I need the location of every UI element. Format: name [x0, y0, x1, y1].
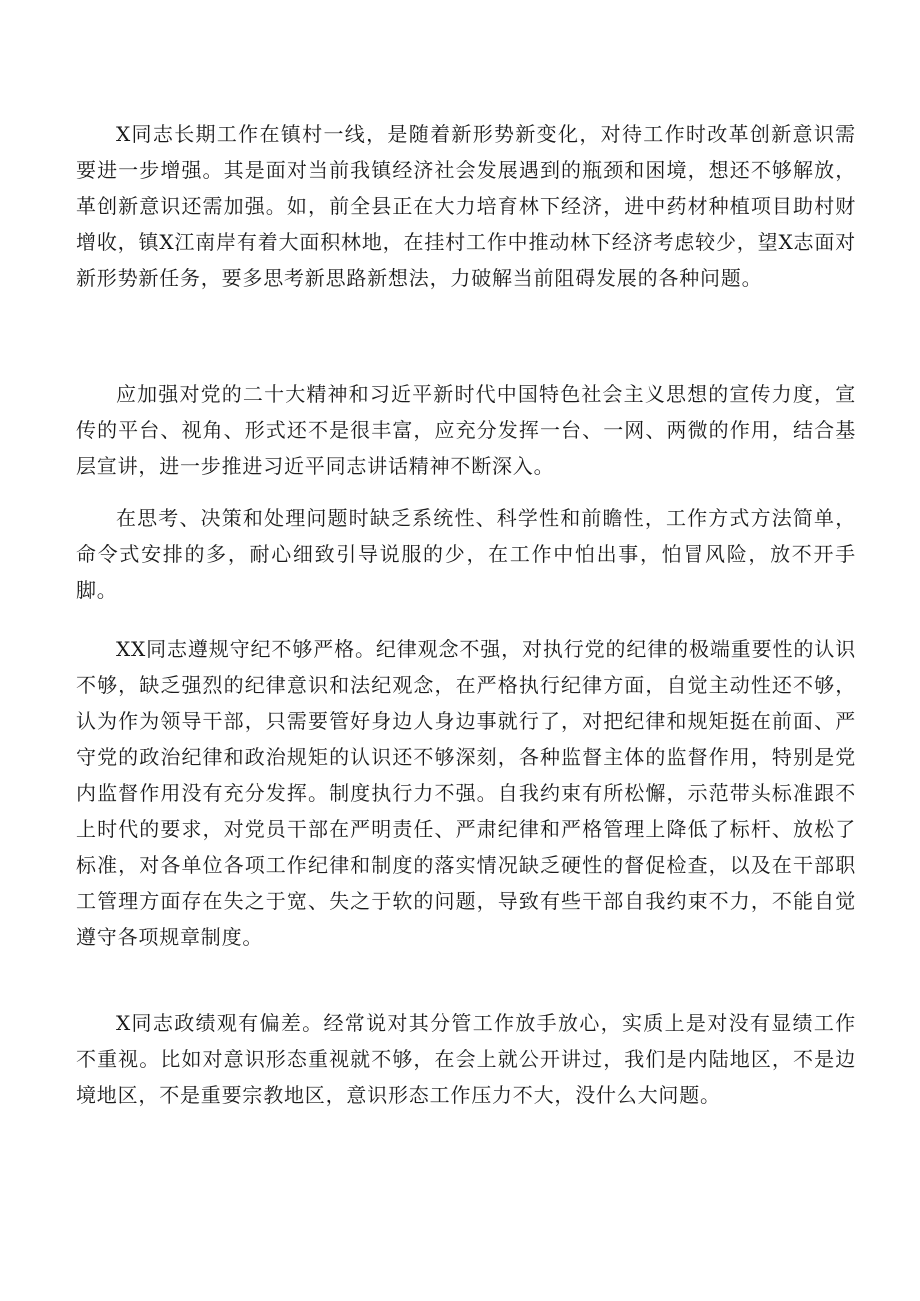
- paragraph-5: X同志政绩观有偏差。经常说对其分管工作放手放心，实质上是对没有显绩工作不重视。比如对意识形态重视就不够，在会上就公开讲过，我们是内陆地区，不是边境地区，不是重要宗教地区，意识形态工作压力不大，没什么大问题。: [76, 1011, 856, 1107]
- paragraph-1: X同志长期工作在镇村一线，是随着新形势新变化，对待工作时改革创新意识需要进一步增强。其是面对当前我镇经济社会发展遇到的瓶颈和困境，想还不够解放，革创新意识还需加强。如，前全县正在大力培育林下经济，进中药材种植项目助村财增收，镇X江南岸有着大面积林地，在挂村工作中推动林下经济考虑较少，望X志面对新形势新任务，要多思考新思路新想法，力破解当前阻碍发展的各种问题。: [76, 122, 856, 290]
- paragraph-3: 在思考、决策和处理问题时缺乏系统性、科学性和前瞻性，工作方式方法简单，命令式安排的多，耐心细致引导说服的少，在工作中怕出事，怕冒风险，放不开手脚。: [76, 506, 856, 602]
- paragraph-4: XX同志遵规守纪不够严格。纪律观念不强，对执行党的纪律的极端重要性的认识不够，缺乏强烈的纪律意识和法纪观念，在严格执行纪律方面，自觉主动性还不够，认为作为领导干部，只需要管好身边人身边事就行了，对把纪律和规矩挺在前面、严守党的政治纪律和政治规矩的认识还不够深刻，各种监督主体的监督作用，特别是党内监督作用没有充分发挥。制度执行力不强。自我约束有所松懈，示范带头标准跟不上时代的要求，对党员干部在严明责任、严肃纪律和严格管理上降低了标杆、放松了标准，对各单位各项工作纪律和制度的落实情况缺乏硬性的督促检查，以及在干部职工管理方面存在失之于宽、失之于软的问题，导致有些干部自我约束不力，不能自觉遵守各项规章制度。: [76, 637, 856, 949]
- paragraph-2: 应加强对党的二十大精神和习近平新时代中国特色社会主义思想的宣传力度，宣传的平台、视角、形式还不是很丰富，应充分发挥一台、一网、两微的作用，结合基层宣讲，进一步推进习近平同志讲话精神不断深入。: [76, 382, 856, 478]
